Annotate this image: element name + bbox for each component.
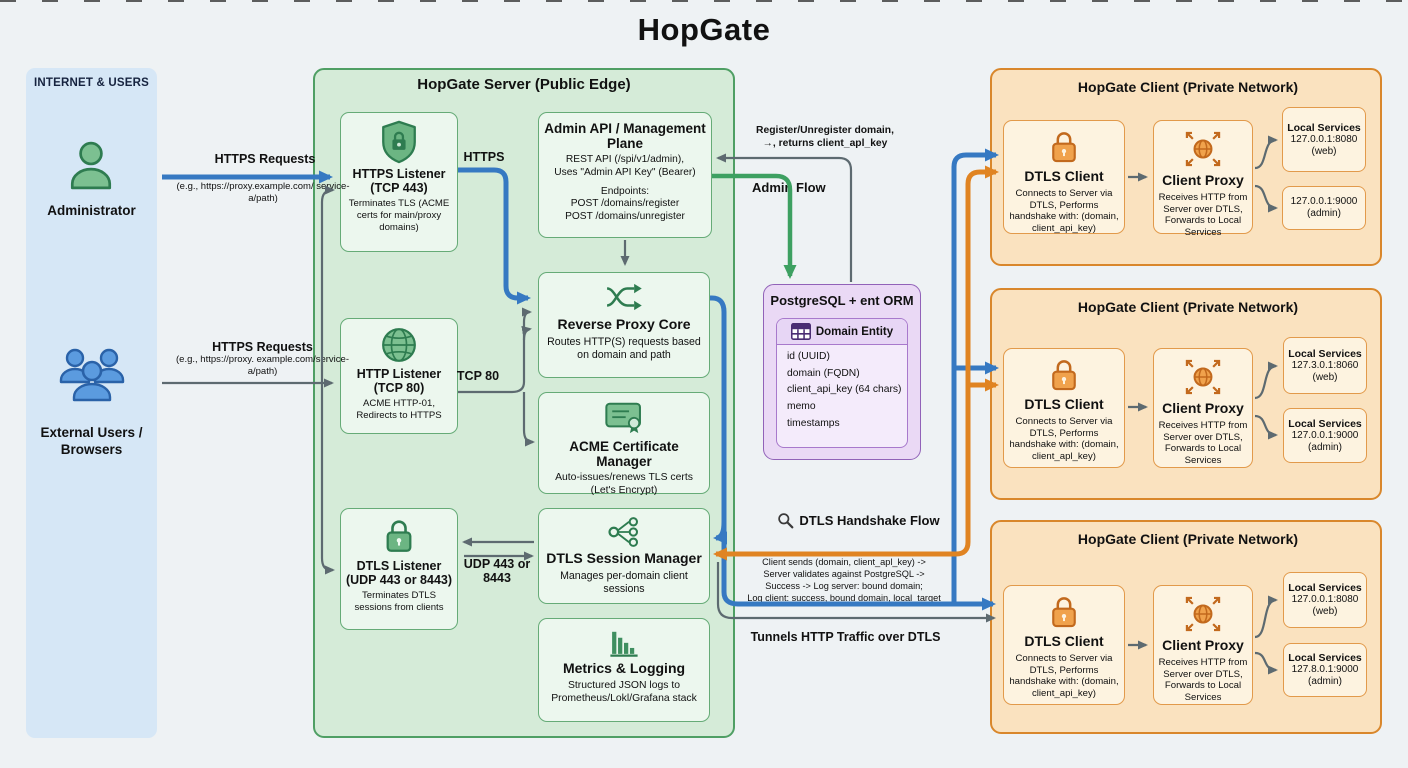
bar-chart-icon [605,625,643,659]
admin-api-line2: Uses "Admin API Key" (Bearer) [554,166,696,178]
local-service-value: 127.8.0.1:9000 (admin) [1291,664,1359,687]
local-services-box [1282,186,1366,230]
http-listener-sub: ACME HTTP-01, Redirects to HTTPS [356,398,442,421]
client-proxy-sub: Receives HTTP from Server over DTLS, Forwards to Local Services [1158,191,1248,239]
client-proxy-sub: Receives HTTP from Server over DTLS, Forwards to Local Services [1158,656,1248,704]
orange-padlock-icon [1045,127,1083,167]
client-proxy-title: Client Proxy [1162,172,1244,188]
admin-api-box [538,112,712,238]
local-service-value: 127.0.0.1:8080 (web) [1290,133,1358,157]
https-listener-title: HTTPS Listener (TCP 443) [352,167,446,195]
register-flow-label: Register/Unregister domain, →, returns client_apl_key [756,125,894,150]
local-service-value: 127.3.0.1:8060 (web) [1291,359,1359,383]
client-proxy-sub: Receives HTTP from Server over DTLS, Forwards to Local Services [1158,419,1248,467]
administrator-icon [65,140,117,192]
administrator-label: Administrator [47,203,136,218]
acme-box [538,392,710,497]
metrics-title: Metrics & Logging [562,660,686,676]
admin-api-endpoints-label: Endpoints: [600,185,650,197]
entity-field: timestamps [787,417,840,429]
dtls-client-sub: Connects to Server via DTLS, Performs handshake with: (domain, client_api_key) [1009,187,1119,235]
client-panel-title: HopGate Client (Private Network) [1077,299,1299,315]
shuffle-icon [602,279,646,315]
client-proxy-box-1 [1153,120,1253,239]
domain-entity-header [777,319,907,345]
shield-lock-icon [378,119,420,165]
dtls-listener-box [340,508,458,630]
dtls-client-box-2 [1003,348,1125,468]
entity-field: memo [787,401,816,413]
session-manager-sub: Manages per-domain client sessions [560,569,688,595]
admin-requests-sub: (e.g., https://proxy.example.com/ service-a/path) [176,181,350,205]
admin-requests-label: HTTPS Requests [214,152,316,166]
server-panel-title: HopGate Server (Public Edge) [417,76,631,93]
domain-entity-fields [777,349,907,432]
user-requests-sub: (e.g., https://proxy. example.com/service-a/path) [176,354,349,378]
admin-api-title: Admin API / Management Plane [544,121,706,152]
client-panel-title: HopGate Client (Private Network) [1077,531,1299,547]
session-manager-title: DTLS Session Manager [546,550,702,566]
client-proxy-box-2 [1153,348,1253,468]
https-listener-sub: Terminates TLS (ACME certs for main/proxy domains) [348,198,450,233]
dtls-client-title: DTLS Client [1024,168,1104,184]
local-services-header: Local Services [1288,582,1362,594]
admin-api-endpoint-2: POST /domains/unregister [565,210,685,222]
session-manager-box [538,508,710,604]
entity-field: client_api_key (64 chars) [787,384,902,396]
orange-padlock-icon [1045,592,1083,632]
padlock-icon [379,515,419,557]
local-services-box [1283,408,1367,463]
reverse-proxy-box [538,272,710,378]
local-services-header: Local Services [1288,417,1362,430]
admin-api-endpoint-1: POST /domains/register [570,198,680,210]
client-proxy-box-3 [1153,585,1253,705]
handshake-flow-detail: Client sends (domain, client_apl_key) -> Server validates against PostgreSQL -> Success -> Log server: bound domain; Log client: success, bound domain, local_target [747,557,941,604]
dtls-listener-sub: Terminates DTLS sessions from clients [354,590,444,613]
udp-label: UDP 443 or 8443 [463,557,531,585]
window-top-edge [0,0,1408,2]
local-services-header: Local Services [1287,121,1361,134]
client-proxy-title: Client Proxy [1162,400,1244,416]
internet-panel-header: INTERNET & USERS [33,77,150,89]
acme-sub: Auto-issues/renews TLS certs (Let's Encrypt) [555,472,693,497]
local-services-header: Local Services [1288,347,1362,360]
http-listener-title: HTTP Listener (TCP 80) [356,367,442,395]
https-label: HTTPS [463,150,505,164]
dtls-client-title: DTLS Client [1024,396,1104,412]
domain-entity-title: Domain Entity [815,325,894,338]
admin-flow-label: Admin Flow [752,180,826,195]
dtls-client-sub: Connects to Server via DTLS, Performs handshake with: (domain, client_api_key) [1009,652,1119,700]
local-services-header: Local Services [1288,652,1362,664]
reverse-proxy-title: Reverse Proxy Core [557,316,691,332]
dtls-client-sub: Connects to Server via DTLS, Performs handshake with: (domain, client_apl_key) [1009,415,1119,463]
local-services-box [1283,337,1367,394]
local-service-value: 127.0.0.1:9000 (admin) [1290,196,1358,219]
local-services-box [1283,572,1367,628]
metrics-box [538,618,710,722]
local-services-box [1283,643,1367,697]
proxy-globe-arrows-icon [1181,592,1225,636]
local-services-box [1282,107,1366,172]
local-service-value: 127.0.0.1:9000 (admin) [1291,429,1359,453]
certificate-icon [603,399,645,437]
tcp80-label: TCP 80 [456,369,500,383]
proxy-globe-arrows-icon [1181,127,1225,171]
tunnels-label: Tunnels HTTP Traffic over DTLS [750,630,941,644]
acme-title: ACME Certificate Manager [569,439,679,470]
page-title: HopGate [637,12,771,47]
metrics-sub: Structured JSON logs to Prometheus/Lokl/Grafana stack [551,679,697,704]
reverse-proxy-sub: Routes HTTP(S) requests based on domain and path [547,335,701,361]
dtls-listener-title: DTLS Listener (UDP 443 or 8443) [345,559,453,587]
dtls-client-box-3 [1003,585,1125,705]
magnifier-icon [777,512,794,529]
external-users-label: External Users / Browsers [40,425,143,457]
client-proxy-title: Client Proxy [1162,637,1244,653]
globe-icon [379,325,419,365]
external-users-icon [59,346,125,402]
domain-entity-box [776,318,908,448]
internet-users-panel [26,68,157,738]
postgres-title: PostgreSQL + ent ORM [770,293,914,308]
share-nodes-icon [605,515,643,549]
local-service-value: 127.0.0.1:8080 (web) [1291,594,1359,617]
dtls-client-title: DTLS Client [1024,633,1104,649]
entity-field: domain (FQDN) [787,367,860,379]
user-requests-label: HTTPS Requests [212,340,313,354]
handshake-flow-label: DTLS Handshake Flow [756,512,961,529]
table-icon [791,323,811,340]
dtls-client-box-1 [1003,120,1125,234]
orange-padlock-icon [1045,355,1083,395]
client-panel-title: HopGate Client (Private Network) [1077,79,1299,95]
admin-api-line1: REST API (/spi/v1/admin), [565,154,685,166]
proxy-globe-arrows-icon [1181,355,1225,399]
entity-field: id (UUID) [787,351,830,362]
